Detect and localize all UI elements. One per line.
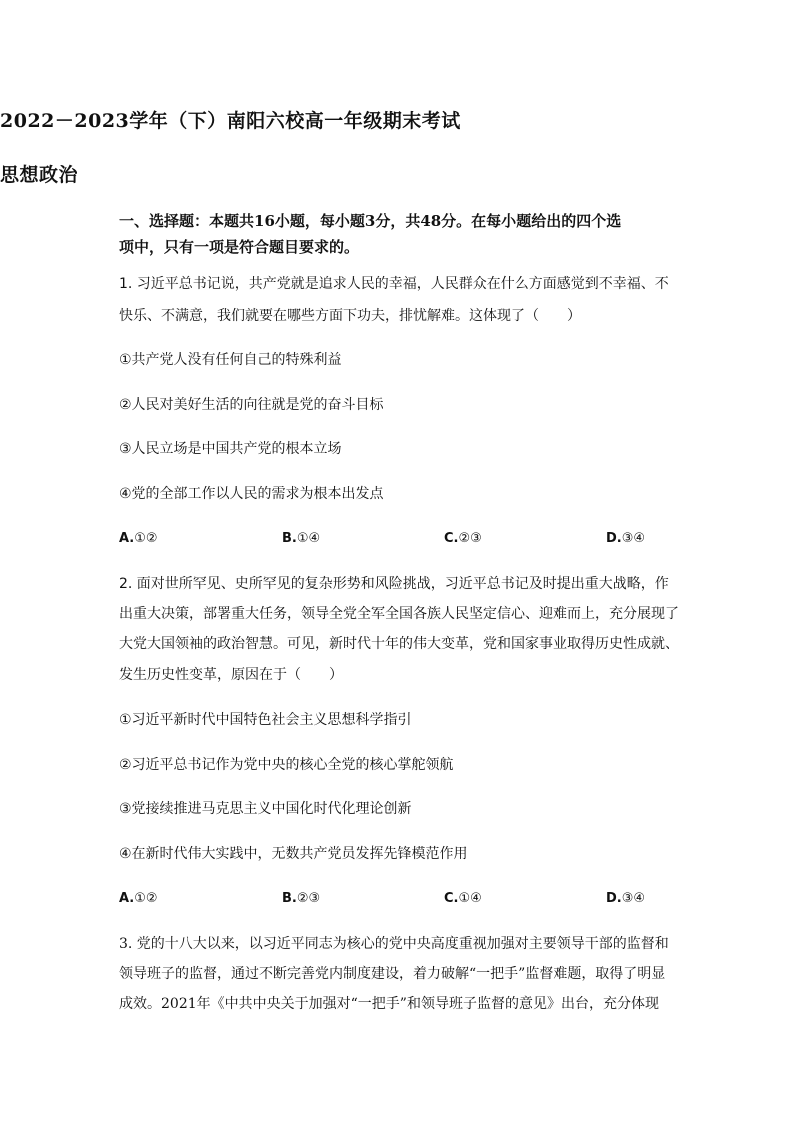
q1-stem-line2: 快乐、不满意，我们就要在哪些方面下功夫，排忧解难。这体现了（ ） bbox=[119, 308, 581, 324]
q1-option-d-value: ③④ bbox=[621, 531, 646, 546]
subject-title: 思想政治 bbox=[0, 164, 79, 186]
q1-option-c-value: ②③ bbox=[458, 531, 482, 546]
q1-option-a bbox=[119, 529, 158, 549]
q1-item-3: ③人民立场是中国共产党的根本立场 bbox=[119, 441, 342, 457]
q2-option-d bbox=[606, 889, 645, 909]
q1-item-2: ②人民对美好生活的向往就是党的奋斗目标 bbox=[119, 397, 384, 413]
q2-option-c-label: C. bbox=[444, 891, 459, 906]
q1-option-a-value: ①② bbox=[134, 531, 158, 546]
section-heading-line2: 项中，只有一项是符合题目要求的。 bbox=[119, 238, 360, 256]
q1-option-b bbox=[282, 529, 320, 549]
q3-stem-line1: 3. 党的十八大以来，以习近平同志为核心的党中央高度重视加强对主要领导干部的监督和 bbox=[119, 936, 669, 952]
q2-option-b-value: ②③ bbox=[296, 891, 321, 906]
q1-option-d bbox=[606, 529, 645, 549]
q2-option-a-value: ①② bbox=[134, 891, 158, 906]
q2-option-c-value: ①④ bbox=[458, 891, 482, 906]
q1-option-c bbox=[444, 529, 482, 549]
q2-stem-line2: 出重大决策，部署重大任务，领导全党全军全国各族人民坚定信心、迎难而上，充分展现了 bbox=[119, 606, 679, 622]
q2-option-d-value: ③④ bbox=[621, 891, 646, 906]
exam-title: 2022－2023学年（下）南阳六校高一年级期末考试 bbox=[0, 110, 461, 132]
q2-item-3: ③党接续推进马克思主义中国化时代化理论创新 bbox=[119, 801, 412, 817]
q3-stem-line2: 领导班子的监督，通过不断完善党内制度建设，着力破解“一把手”监督难题，取得了明显 bbox=[119, 966, 666, 982]
q2-item-2: ②习近平总书记作为党中央的核心全党的核心掌舵领航 bbox=[119, 757, 454, 773]
q2-stem-line4: 发生历史性变革，原因在于（ ） bbox=[119, 667, 343, 683]
q1-item-1: ①共产党人没有任何自己的特殊利益 bbox=[119, 352, 342, 368]
q2-option-b bbox=[282, 889, 320, 909]
q2-stem-line1: 2. 面对世所罕见、史所罕见的复杂形势和风险挑战，习近平总书记及时提出重大战略，作 bbox=[119, 576, 669, 592]
q2-stem-line3: 大党大国领袖的政治智慧。可见，新时代十年的伟大变革，党和国家事业取得历史性成就、 bbox=[119, 636, 679, 652]
q2-option-a-label: A. bbox=[119, 891, 135, 906]
q2-item-4: ④在新时代伟大实践中，无数共产党员发挥先锋模范作用 bbox=[119, 846, 468, 862]
q3-stem-line3: 成效。2021年《中共中央关于加强对“一把手”和领导班子监督的意见》出台，充分体现 bbox=[119, 996, 659, 1012]
q1-option-b-value: ①④ bbox=[296, 531, 321, 546]
q1-option-a-label: A. bbox=[119, 531, 135, 546]
q1-option-b-label: B. bbox=[282, 531, 297, 546]
section-heading-line1: 一、选择题：本题共16小题，每小题3分，共48分。在每小题给出的四个选 bbox=[119, 212, 622, 230]
q1-option-d-label: D. bbox=[606, 531, 622, 546]
q2-item-1: ①习近平新时代中国特色社会主义思想科学指引 bbox=[119, 712, 412, 728]
q2-option-a bbox=[119, 889, 158, 909]
q2-option-c bbox=[444, 889, 482, 909]
q2-option-b-label: B. bbox=[282, 891, 297, 906]
q2-option-d-label: D. bbox=[606, 891, 622, 906]
q1-stem-line1: 1. 习近平总书记说，共产党就是追求人民的幸福，人民群众在什么方面感觉到不幸福、不 bbox=[119, 276, 669, 292]
q1-item-4: ④党的全部工作以人民的需求为根本出发点 bbox=[119, 486, 384, 502]
q1-option-c-label: C. bbox=[444, 531, 459, 546]
